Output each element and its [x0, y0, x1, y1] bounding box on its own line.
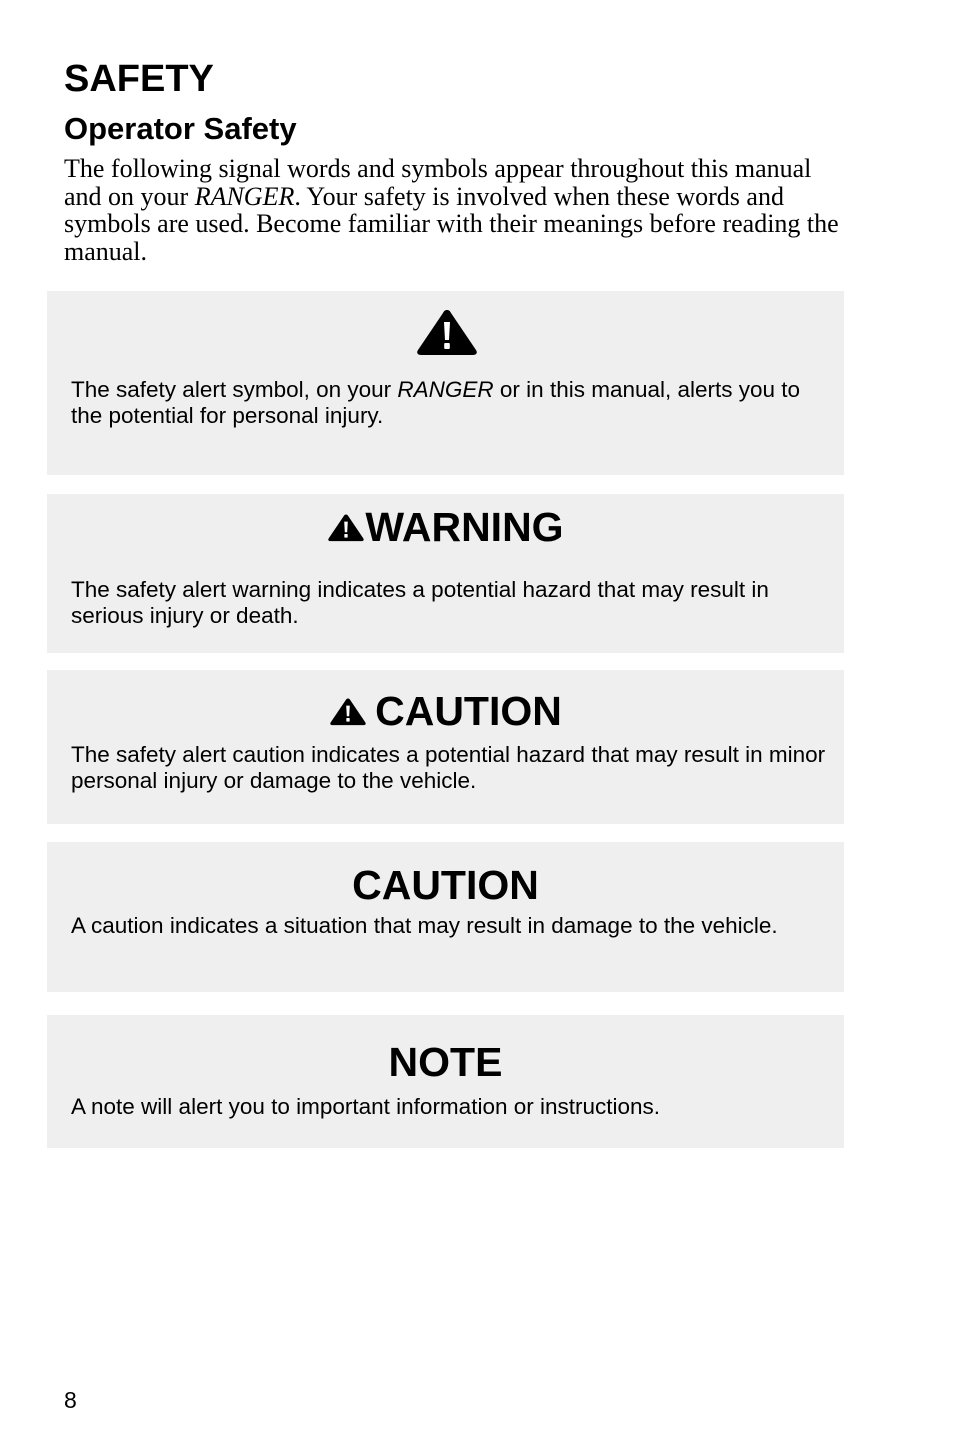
intro-ranger: RANGER — [194, 181, 295, 211]
warning-box — [47, 494, 844, 653]
alert-triangle-icon — [329, 696, 367, 727]
caution-alert-heading-row — [47, 687, 844, 735]
caution-heading: CAUTION — [352, 862, 539, 908]
caution-box — [47, 842, 844, 992]
caution-text: A caution indicates a situation that may result in damage to the vehicle. — [71, 913, 778, 938]
safety-symbol-ranger: RANGER — [397, 377, 494, 402]
note-text: A note will alert you to important information or instructions. — [71, 1094, 661, 1119]
section-title: Operator Safety — [64, 111, 297, 146]
warning-text: The safety alert warning indicates a potential hazard that may result in serious injury or death. — [71, 577, 769, 628]
intro-text-end: . Your safety is involved when these words and symbols are used. Become familiar with their meanings before reading the manual. — [64, 181, 839, 266]
caution-alert-text: The safety alert caution indicates a potential hazard that may result in minor personal injury or damage to the vehicle. — [71, 742, 826, 793]
safety-symbol-text-end: or in this manual, alerts you to the potential for personal injury. — [71, 377, 801, 428]
note-heading: NOTE — [388, 1039, 503, 1085]
page-number: 8 — [64, 1387, 77, 1413]
page-title: SAFETY — [64, 58, 214, 100]
warning-heading-row — [47, 503, 844, 551]
safety-symbol-box — [47, 291, 844, 475]
intro-paragraph — [64, 155, 854, 265]
note-box — [47, 1015, 844, 1148]
alert-triangle-icon — [415, 307, 479, 357]
caution-alert-heading: CAUTION — [375, 688, 562, 734]
alert-triangle-icon — [327, 512, 365, 543]
safety-symbol-text — [71, 377, 831, 429]
intro-text-start: The following signal words and symbols appear throughout this manual and on your — [64, 154, 812, 211]
safety-symbol-text-start: The safety alert symbol, on your — [71, 377, 398, 402]
warning-heading: WARNING — [365, 504, 564, 550]
caution-alert-box — [47, 670, 844, 824]
